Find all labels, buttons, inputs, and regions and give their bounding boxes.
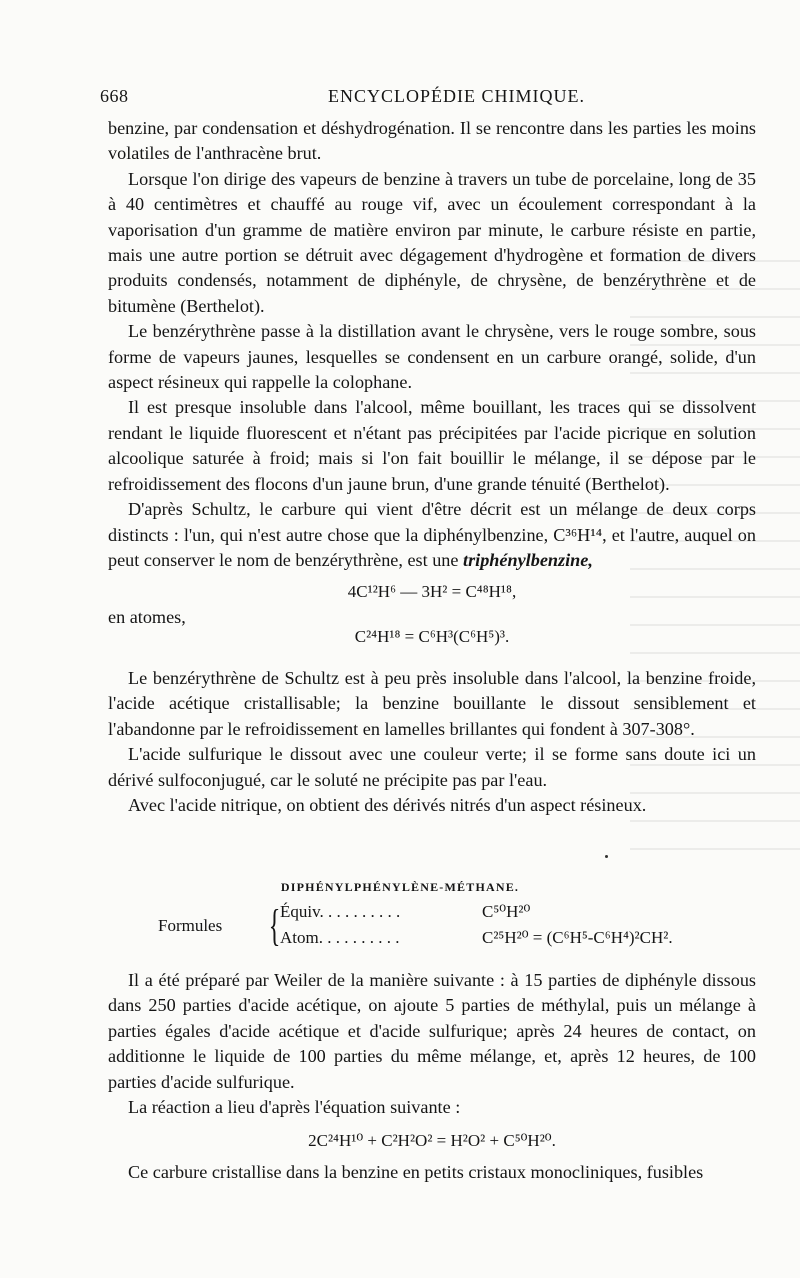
paragraph-text: D'après Schultz, le carbure qui vient d'être décrit est un mélange de deux corps distincts : l'un, qui n'est autre chose que la diphénylbenzine, C³⁶H¹⁴, et l'autre, auquel on peut conserver le nom de benzérythrène, est une xyxy=(108,499,756,570)
page-number: 668 xyxy=(100,86,129,106)
formula: 4C¹²H⁶ — 3H² = C⁴⁸H¹⁸, xyxy=(347,582,517,602)
italic-term: triphénylbenzine, xyxy=(463,549,593,570)
paragraph: Ce carbure cristallise dans la benzine en petits cristaux monocliniques, fusibles xyxy=(128,1161,704,1182)
formulas-label: Formules xyxy=(158,916,223,935)
paragraph: Il est presque insoluble dans l'alcool, même bouillant, les traces qui se dissolvent rendant le liquide fluorescent et n'étant pas précipitées par l'acide picrique en solution alcoolique saturée à froid; mais si l'on fait bouillir le mélange, il se dépose par le refroidissement des flocons d'un jaune brun, d'une grande ténuité (Berthelot). xyxy=(108,397,756,494)
section-title: DIPHÉNYLPHÉNYLÈNE-MÉTHANE. xyxy=(280,880,520,894)
equiv-formula: C⁵⁰H²⁰ xyxy=(482,902,531,921)
paragraph: Le benzérythrène de Schultz est à peu près insoluble dans l'alcool, la benzine froide, l'acide acétique cristallisable; la benzine bouillante le dissout sensiblement et l'abandonne par le refroidissement en lamelles brillantes qui fondent à 307-308°. xyxy=(108,668,756,739)
equiv-label: Équiv. . . . . . . . . . xyxy=(280,902,401,921)
text-block-3 xyxy=(108,968,756,1185)
formulas-table xyxy=(158,902,718,956)
ink-dot xyxy=(605,855,608,858)
paragraph: Lorsque l'on dirige des vapeurs de benzine à travers un tube de porcelaine, long de 35 à 40 centimètres et chauffé au rouge vif, avec un écoulement correspondant à la vaporisation d'un gramme de matière environ par minute, le carbure résiste en partie, mais une autre portion se détruit avec dégagement d'hydrogène et formation de divers produits condensés, notamment de diphényle, de chrysène, de benzérythrène et de bitumène (Berthelot). xyxy=(108,168,756,316)
paragraph: Il a été préparé par Weiler de la manière suivante : à 15 parties de diphényle dissous dans 250 parties d'acide acétique, on ajoute 5 parties de méthylal, puis un mélange à parties égales d'acide acétique et d'acide sulfurique; après 24 heures de contact, on additionne le liquide de 100 parties du même mélange, et, après 12 heures, de 100 parties d'acide sulfurique. xyxy=(108,970,756,1092)
running-title: ENCYCLOPÉDIE CHIMIQUE. xyxy=(328,86,585,106)
paragraph xyxy=(108,497,756,573)
page-header xyxy=(100,86,730,110)
brace-icon: { xyxy=(268,901,281,950)
paragraph: Le benzérythrène passe à la distillation avant le chrysène, vers le rouge sombre, sous forme de vapeurs jaunes, lesquelles se condensent en un carbure orangé, solide, d'un aspect résineux qui rappelle la colophane. xyxy=(108,321,756,393)
text-block-2 xyxy=(108,666,756,818)
text-block-1 xyxy=(108,116,756,656)
paragraph: L'acide sulfurique le dissout avec une couleur verte; il se forme sans doute ici un dérivé sulfoconjugué, car le soluté ne précipite pas par l'eau. xyxy=(108,744,756,790)
atom-formula: C²⁵H²⁰ = (C⁶H⁵-C⁶H⁴)²CH². xyxy=(482,928,673,947)
atom-label: Atom. . . . . . . . . . xyxy=(280,928,400,947)
paragraph: Avec l'acide nitrique, on obtient des dérivés nitrés d'un aspect résineux. xyxy=(128,795,647,816)
paragraph: benzine, par condensation et déshydrogénation. Il se rencontre dans les parties les moins volatiles de l'anthracène brut. xyxy=(108,118,756,164)
formula: 2C²⁴H¹⁰ + C²H²O² = H²O² + C⁵⁰H²⁰. xyxy=(308,1131,556,1151)
formula-intro: en atomes, xyxy=(108,606,186,627)
formula: C²⁴H¹⁸ = C⁶H³(C⁶H⁵)³. xyxy=(354,627,510,647)
paragraph: La réaction a lieu d'après l'équation suivante : xyxy=(128,1097,461,1118)
